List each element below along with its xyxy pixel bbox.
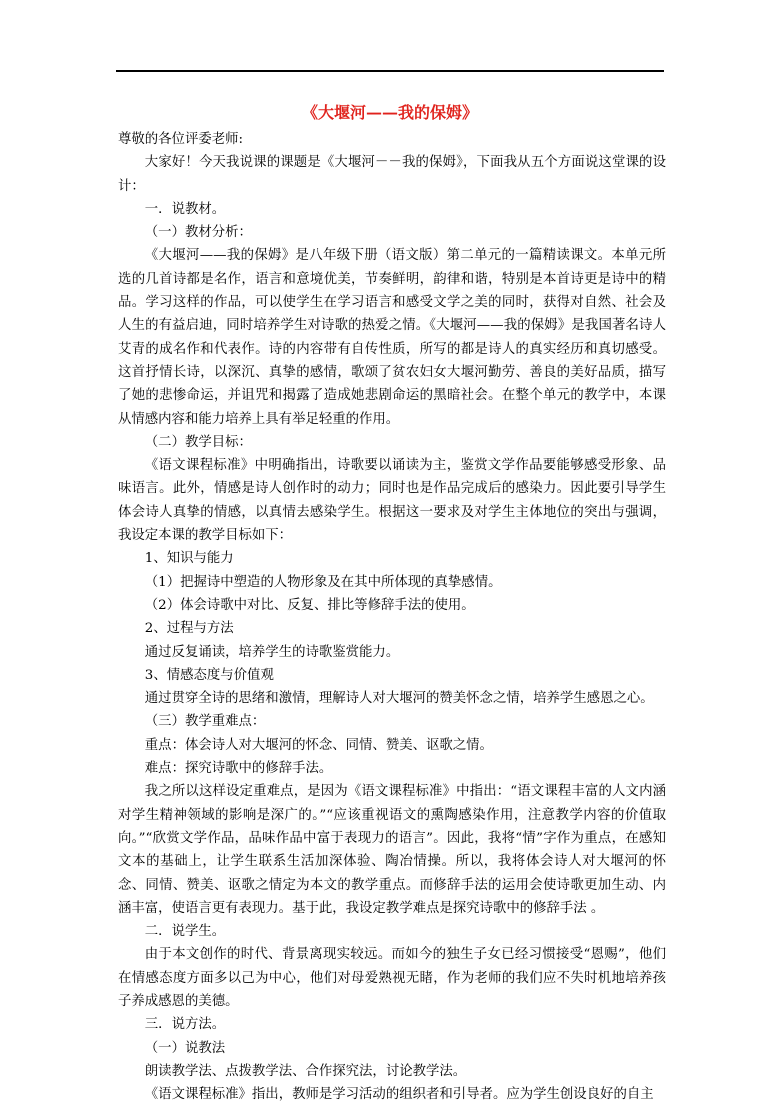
- paragraph: 三．说方法。: [144, 1017, 226, 1033]
- paragraph: 2、过程与方法: [144, 621, 234, 637]
- paragraph: 朗读教学法、点拨教学法、合作探究法，讨论教学法。: [144, 1063, 467, 1079]
- paragraph: 我之所以这样设定重难点，是因为《语文课程标准》中指出：“语文课程丰富的人文内涵对学生精神领域的影响是深广的。”“应该重视语文的熏陶感染作用，注意教学内容的价值取向。”“欣赏文学作品，品味作品中富于表现力的语言”。因此，我将“情”字作为重点，在感知文本的基础上，让学生联系生活加深体验、陶冶情操。所以，我将体会诗人对大堰河的怀念、同情、赞美、讴歌之情定为本文的教学重点。而修辞手法的运用会使诗歌更加生动、内涵丰富，使语言更有表现力。基于此，我设定教学难点是探究诗歌中的修辞手法 。: [118, 784, 666, 916]
- paragraph: 3、情感态度与价值观: [144, 667, 274, 683]
- paragraph: 《语文课程标准》指出，教师是学习活动的组织者和引导者。应为学生创设良好的自主: [144, 1087, 654, 1103]
- paragraph: 通过贯穿全诗的思绪和激情，理解诗人对大堰河的赞美怀念之情，培养学生感恩之心。: [144, 691, 654, 707]
- document-body: [118, 128, 666, 1106]
- paragraph: 二．说学生。: [144, 924, 226, 940]
- paragraph: 《大堰河——我的保姆》是八年级下册（语文版）第二单元的一篇精读课文。本单元所选的几首诗都是名作，语言和意境优美，节奏鲜明，韵律和谐，特别是本首诗更是诗中的精品。学习这样的作品，可以使学生在学习语言和感受文学之美的同时，获得对自然、社会及人生的有益启迪，同时培养学生对诗歌的热爱之情。《大堰河——我的保姆》是我国著名诗人艾青的成名作和代表作。诗的内容带有自传性质，所写的都是诗人的真实经历和真切感受。这首抒情长诗，以深沉、真挚的感情，歌颂了贫农妇女大堰河勤劳、善良的美好品质，描写了她的悲惨命运，并诅咒和揭露了造成她悲剧命运的黑暗社会。在整个单元的教学中，本课从情感内容和能力培养上具有举足轻重的作用。: [118, 248, 666, 427]
- paragraph: （二）教学目标：: [144, 434, 252, 450]
- document-title: 《大堰河——我的保姆》: [301, 103, 478, 122]
- paragraph: 由于本文创作的时代、背景离现实较远。而如今的独生子女已经习惯接受“恩赐”，他们在情感态度方面多以己为中心，他们对母爱熟视无睹，作为老师的我们应不失时机地培养孩子养成感恩的美德。: [118, 947, 666, 1009]
- paragraph: （1）把握诗中塑造的人物形象及在其中所体现的真挚感情。: [144, 574, 502, 590]
- paragraph: 重点：体会诗人对大堰河的怀念、同情、赞美、讴歌之情。: [144, 737, 493, 753]
- paragraph: 1、知识与能力: [144, 551, 234, 567]
- header-rule: [116, 70, 664, 72]
- paragraph: 大家好！今天我说课的课题是《大堰河－－我的保姆》，下面我从五个方面说这堂课的设计：: [118, 155, 666, 194]
- paragraph: （一）说教法: [144, 1040, 226, 1056]
- paragraph: 难点：探究诗歌中的修辞手法。: [144, 761, 333, 777]
- paragraph: （2）体会诗歌中对比、反复、排比等修辞手法的使用。: [144, 597, 475, 613]
- paragraph: 通过反复诵读，培养学生的诗歌鉴赏能力。: [144, 644, 400, 660]
- paragraph: 一．说教材。: [144, 201, 226, 217]
- paragraph: 《语文课程标准》中明确指出，诗歌要以诵读为主，鉴赏文学作品要能够感受形象、品味语言。此外，情感是诗人创作时的动力；同时也是作品完成后的感染力。因此要引导学生体会诗人真挚的情感，以真情去感染学生。根据这一要求及对学生主体地位的突出与强调，我设定本课的教学目标如下：: [118, 458, 666, 544]
- paragraph: （三）教学重难点：: [144, 714, 266, 730]
- paragraph: （一）教材分析：: [144, 225, 252, 241]
- paragraph: 尊敬的各位评委老师:: [118, 132, 244, 147]
